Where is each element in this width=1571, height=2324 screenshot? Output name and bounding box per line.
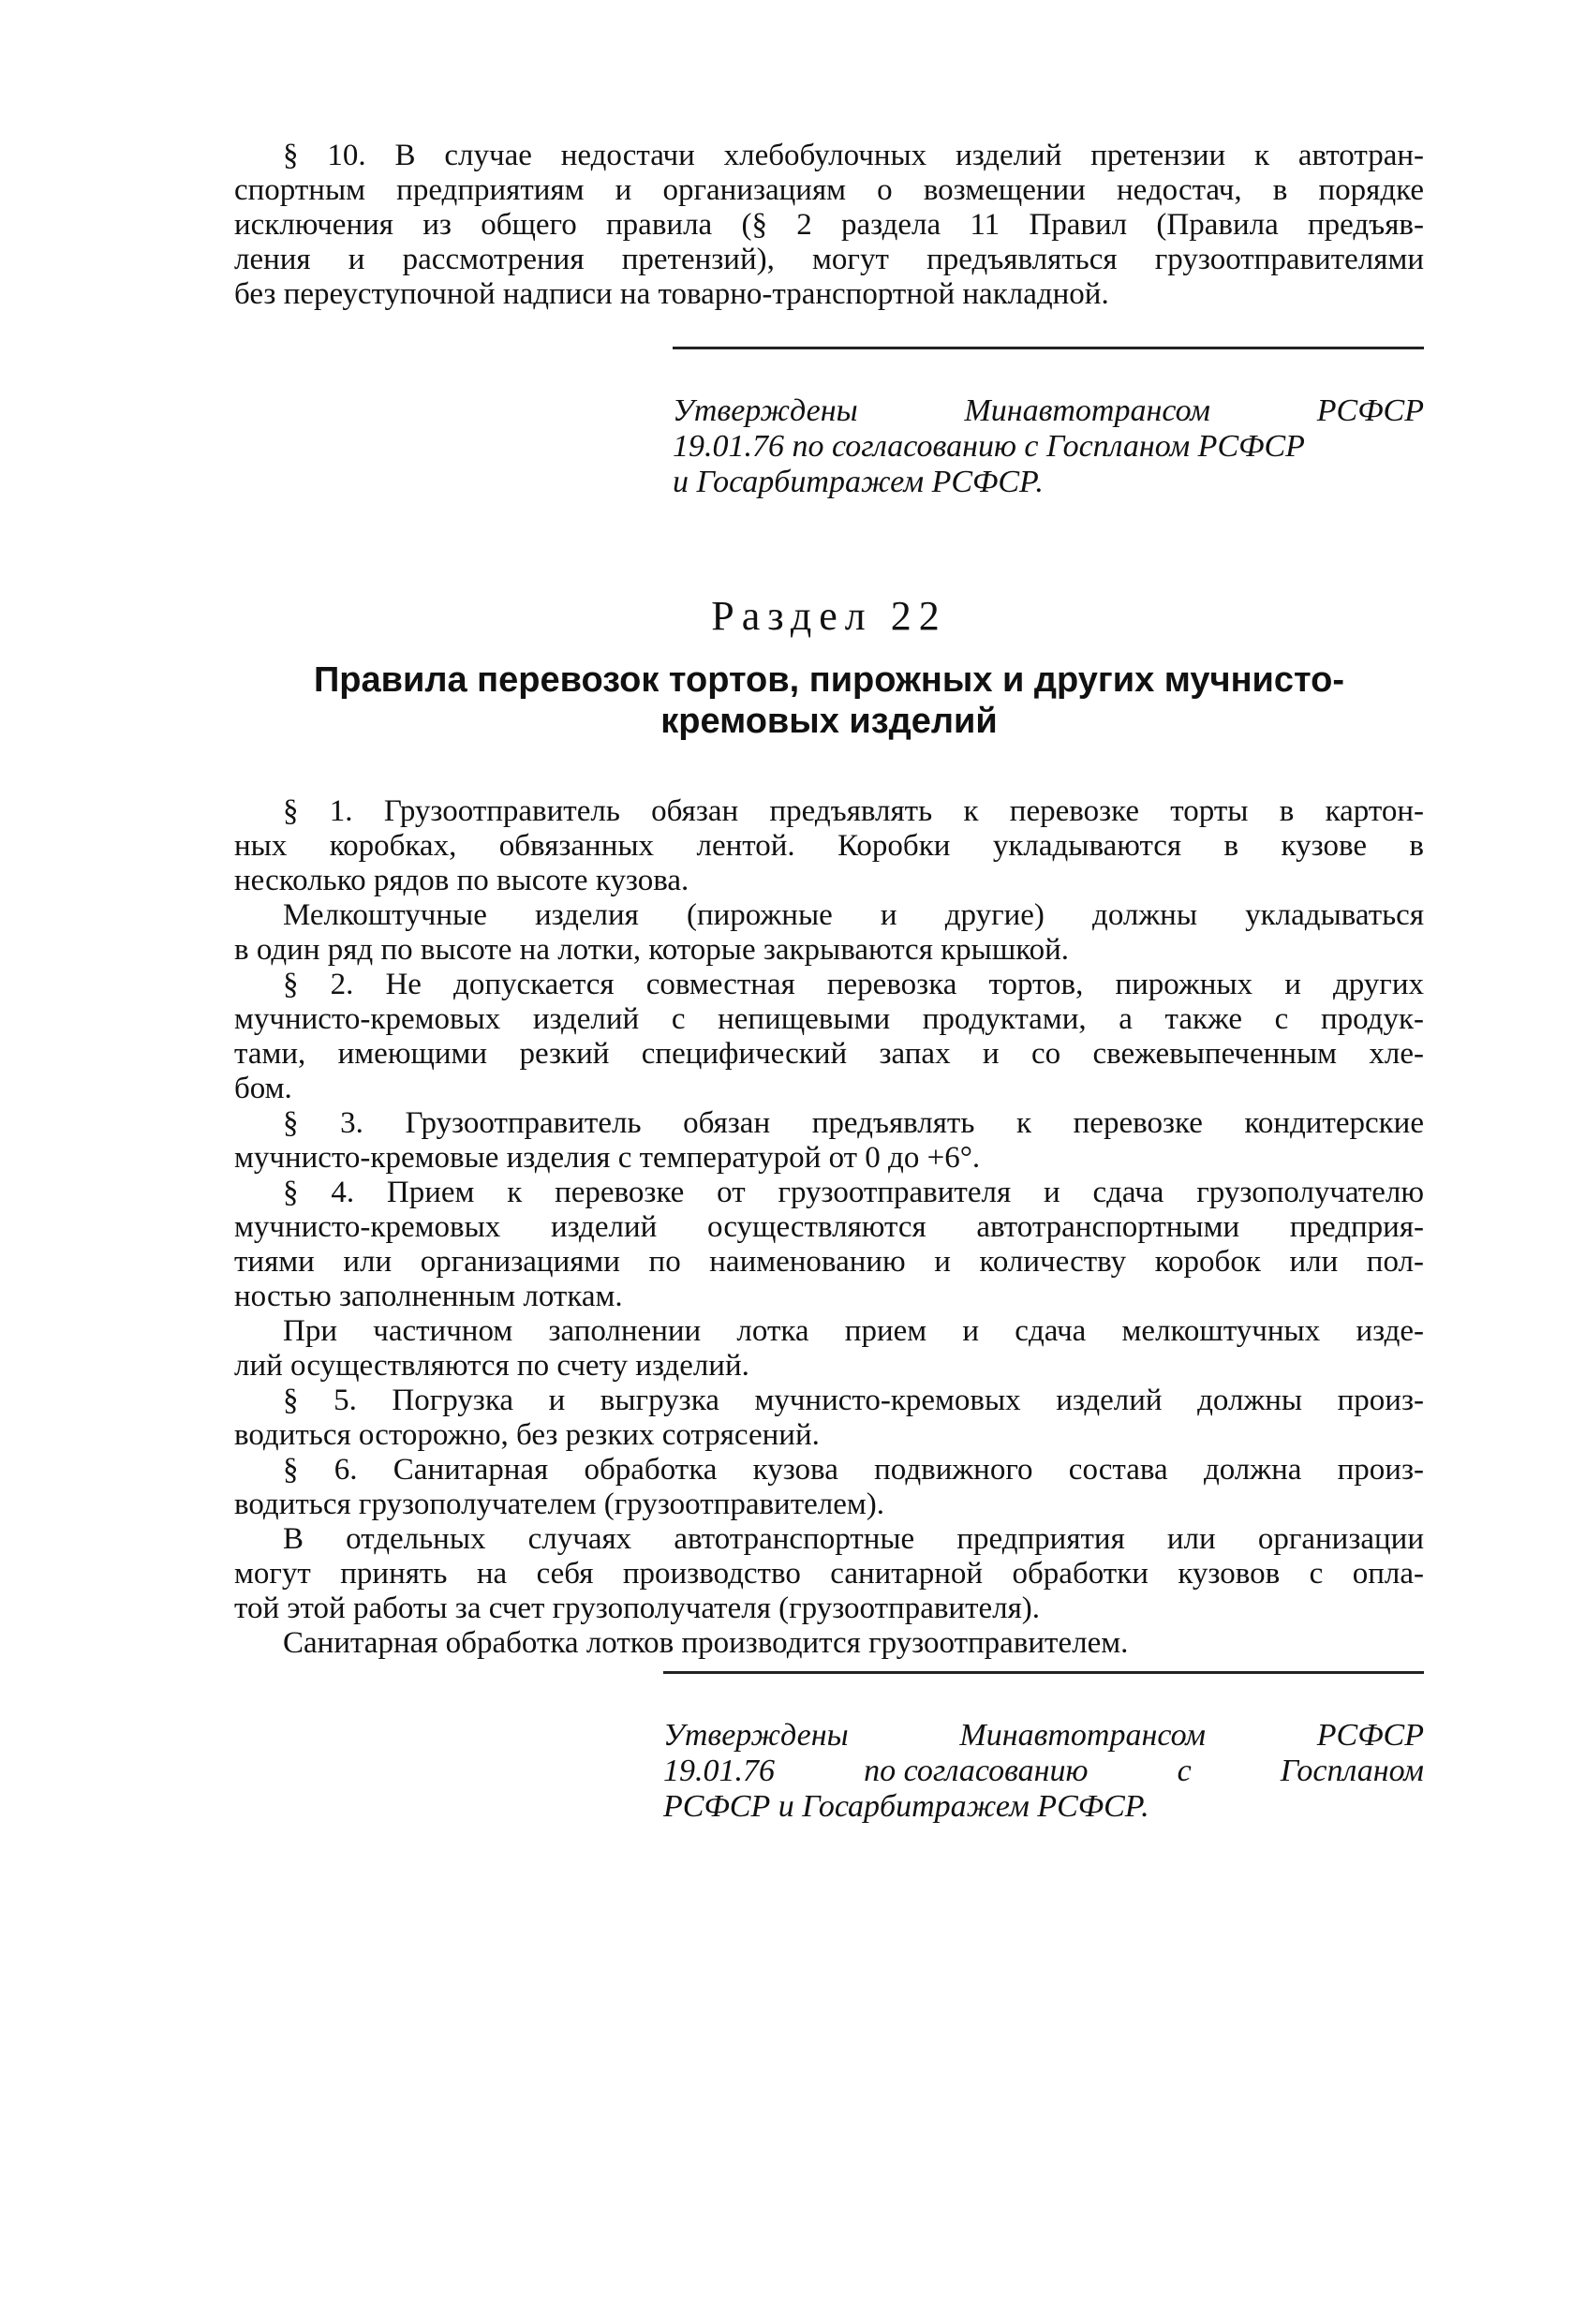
approval-word: Минавтотрансом (964, 393, 1210, 428)
section-title (234, 659, 1424, 742)
approval-word: по согласованию (864, 1754, 1089, 1788)
text-line: § 2. Не допускается совместная перевозка тортов, пирожных и других (283, 968, 1424, 1001)
text-line: без переуступочной надписи на товарно-транспортной накладной. (234, 277, 1109, 311)
divider-rule (673, 347, 1424, 349)
text-line: § 3. Грузоотправитель обязан предъявлять к перевозке кондитерские (283, 1106, 1424, 1140)
approval-word: РСФСР (1316, 393, 1424, 428)
text-line: водиться осторожно, без резких сотрясений. (234, 1418, 820, 1452)
text-line: несколько рядов по высоте кузова. (234, 864, 689, 897)
text-line: § 6. Санитарная обработка кузова подвижного состава должна произ- (283, 1453, 1424, 1487)
text-line: ления и рассмотрения претензий), могут предъявляться грузоотправителями (234, 243, 1424, 276)
text-line: § 5. Погрузка и выгрузка мучнисто-кремовых изделий должны произ- (283, 1384, 1424, 1417)
section-number: Раздел 22 (711, 593, 947, 639)
text-line: в один ряд по высоте на лотки, которые закрываются крышкой. (234, 933, 1070, 967)
text-line: мучнисто-кремовых изделий осуществляются автотранспортными предприя- (234, 1210, 1424, 1244)
approval-line: и Госарбитражем РСФСР. (673, 465, 1044, 499)
text-line: могут принять на себя производство санитарной обработки кузовов с опла- (234, 1557, 1424, 1591)
approval-word: Утверждены (673, 393, 858, 428)
text-line: мучнисто-кремовых изделий с непищевыми продуктами, а также с продук- (234, 1002, 1424, 1036)
text-line: мучнисто-кремовые изделия с температурой от 0 до +6°. (234, 1141, 981, 1175)
text-line: ностью заполненным лоткам. (234, 1280, 623, 1313)
approval-note (673, 393, 1424, 500)
text-line: спортным предприятиям и организациям о возмещении недостач, в порядке (234, 173, 1424, 207)
section-title-line: кремовых изделий (660, 702, 998, 741)
approval-word: с (1177, 1754, 1192, 1788)
text-line: Мелкоштучные изделия (пирожные и другие) должны укладываться (283, 898, 1424, 932)
text-line: § 10. В случае недостачи хлебобулочных изделий претензии к автотран- (283, 139, 1424, 172)
approval-line (673, 393, 1424, 429)
approval-word: РСФСР (1316, 1718, 1424, 1753)
text-line: водиться грузополучателем (грузоотправителем). (234, 1488, 885, 1521)
text-line: исключения из общего правила (§ 2 раздела 11 Правил (Правила предъяв- (234, 208, 1424, 242)
divider-rule (663, 1671, 1424, 1674)
text-line: Санитарная обработка лотков производится грузоотправителем. (283, 1626, 1129, 1660)
approval-line (663, 1718, 1424, 1754)
approval-note (663, 1718, 1424, 1825)
section-title-line: Правила перевозок тортов, пирожных и других мучнисто- (313, 660, 1345, 700)
paragraph-10 (234, 139, 1424, 312)
text-line: тами, имеющими резкий специфический запах и со свежевыпеченным хле- (234, 1037, 1424, 1071)
text-line: § 1. Грузоотправитель обязан предъявлять к перевозке торты в картон- (283, 794, 1424, 828)
approval-word: Госпланом (1280, 1754, 1424, 1788)
section-body (234, 794, 1424, 1661)
text-line: тиями или организациями по наименованию и количеству коробок или пол- (234, 1245, 1424, 1279)
text-line: При частичном заполнении лотка прием и сдача мелкоштучных изде- (283, 1314, 1424, 1348)
approval-line: 19.01.76 по согласованию с Госпланом РСФСР (673, 429, 1305, 464)
approval-line (663, 1754, 1424, 1789)
approval-word: 19.01.76 (663, 1754, 775, 1788)
approval-word: Утверждены (663, 1718, 849, 1753)
text-line: § 4. Прием к перевозке от грузоотправителя и сдача грузополучателю (283, 1176, 1424, 1209)
text-line: лий осуществляются по счету изделий. (234, 1349, 749, 1383)
approval-line: РСФСР и Госарбитражем РСФСР. (663, 1789, 1149, 1824)
text-line: ных коробках, обвязанных лентой. Коробки укладываются в кузове в (234, 829, 1424, 863)
text-line: В отдельных случаях автотранспортные предприятия или организации (283, 1522, 1424, 1556)
approval-word: Минавтотрансом (959, 1718, 1206, 1753)
text-line: бом. (234, 1072, 292, 1105)
text-line: той этой работы за счет грузополучателя (грузоотправителя). (234, 1591, 1041, 1625)
